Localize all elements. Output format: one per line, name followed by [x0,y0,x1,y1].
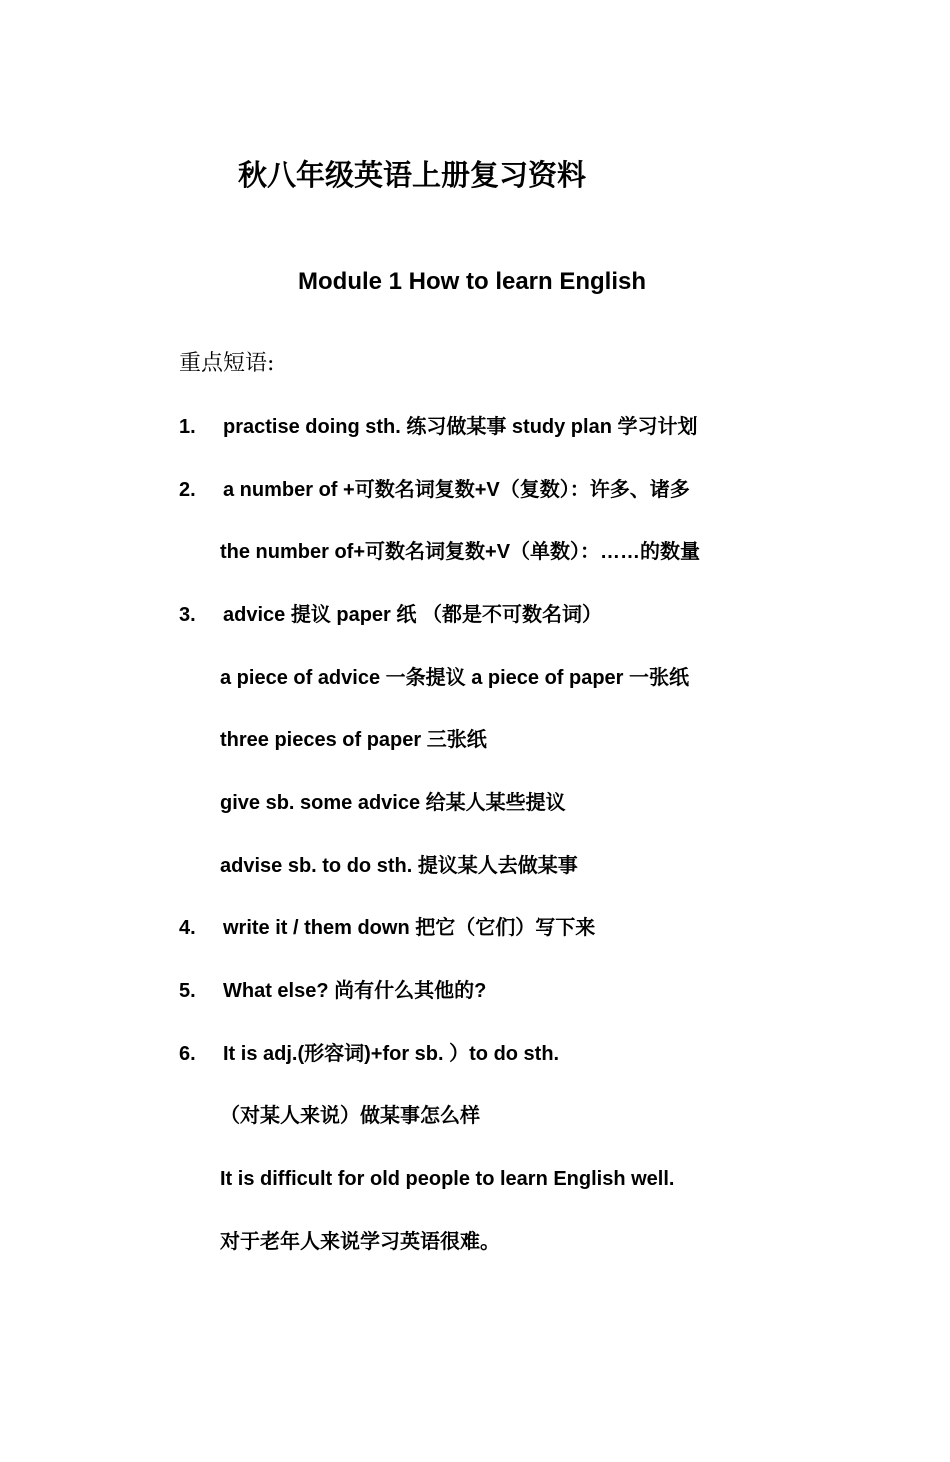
item-text: What else? 尚有什么其他的? [223,980,487,1002]
module-heading: Module 1 How to learn English [298,268,647,295]
item-text: a number of +可数名词复数+V（复数）：许多、诸多 [223,479,690,501]
item-number: 6. [179,1043,196,1065]
item-text: practise doing sth. 练习做某事 study plan 学习计划 [223,416,698,438]
item-number: 1. [179,416,196,438]
item-text: It is difficult for old people to learn English well. [220,1168,675,1190]
item-text: （对某人来说）做某事怎么样 [220,1105,480,1127]
item-text: advice 提议 paper 纸 （都是不可数名词） [223,604,602,626]
item-number: 5. [179,980,196,1002]
item-number: 2. [179,479,196,501]
section-label: 重点短语: [179,351,275,376]
item-text: advise sb. to do sth. 提议某人去做某事 [220,855,578,877]
item-text: 对于老年人来说学习英语很难。 [220,1231,500,1253]
item-text: write it / them down 把它（它们）写下来 [223,917,596,939]
item-text: the number of+可数名词复数+V（单数）：……的数量 [220,541,701,563]
page-title: 秋八年级英语上册复习资料 [238,160,587,192]
item-number: 3. [179,604,196,626]
item-text: a piece of advice 一条提议 a piece of paper 一张纸 [220,667,690,689]
item-text: three pieces of paper 三张纸 [220,729,487,751]
item-number: 4. [179,917,196,939]
item-text: It is adj.(形容词)+for sb. ）to do sth. [223,1043,560,1065]
item-text: give sb. some advice 给某人某些提议 [220,792,566,814]
